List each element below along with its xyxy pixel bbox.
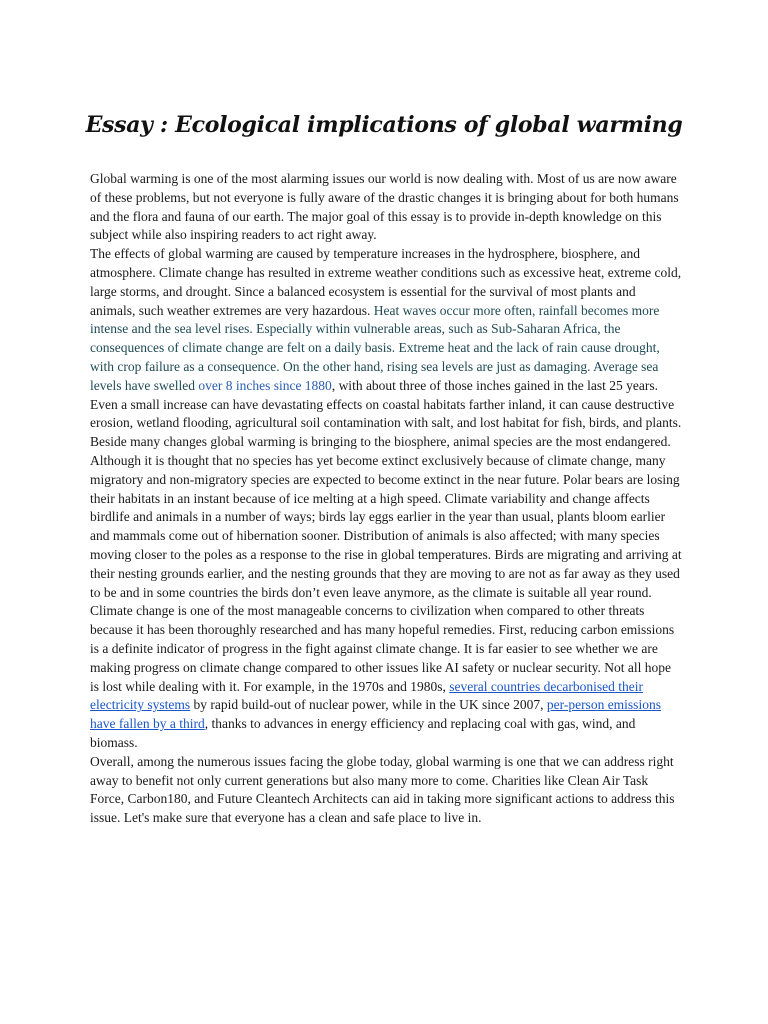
paragraph-conclusion: Overall, among the numerous issues facing the globe today, global warming is one that we can address right away to benefit not only current generations but also many more to come. Charities like Clean Air Task Force, Carbon180, and Future Cleantech Architects can aid in taking more significant actions to address this issue. Let's make sure that everyone has a clean and safe place to live in. [90, 753, 675, 826]
link-decarbonised-countries[interactable]: several countries decarbonised their electricity systems [90, 678, 644, 713]
paragraph-manageable-mid: by rapid build-out of nuclear power, while in the UK since 2007, [190, 697, 547, 713]
sea-level-stat: over 8 inches since 1880 [198, 377, 332, 393]
paragraph-effects-highlight: Heat waves occur more often, rainfall becomes more intense and the sea level rises. Especially within vulnerable areas, such as Sub-Saharan Africa, the consequences of climate change are felt on a daily basis. Extreme heat and the lack of rain cause drought, with crop failure as a consequence. On the other hand, rising sea levels are just as damaging. Average sea levels have swelled [90, 302, 660, 393]
paragraph-effects-text: The effects of global warming are caused by temperature increases in the hydrosphere, biosphere, and atmosphere. Climate change has resulted in extreme weather conditions such as excessive heat, extreme cold, large storms, and drought. Since a balanced ecosystem is essential for the survival of most plants and animals, such weather extremes are very hazardous. [90, 246, 682, 318]
paragraph-manageable [90, 602, 682, 752]
link-per-person-emissions[interactable]: per-person emissions have fallen by a third [90, 697, 661, 732]
paragraph-intro: Global warming is one of the most alarming issues our world is now dealing with. Most of us are now aware of these problems, but not everyone is fully aware of the drastic changes it is bringing about for both humans and the flora and fauna of our earth. The major goal of this essay is to provide in-depth knowledge on this subject while also inspiring readers to act right away. [90, 171, 679, 243]
paragraph-manageable-tail: , thanks to advances in energy efficiency and replacing coal with gas, wind, and biomass. [90, 716, 636, 750]
paragraph-species: Beside many changes global warming is bringing to the biosphere, animal species are the most endangered. Although it is thought that no species has yet become extinct exclusively because of climate change, many migratory and non-migratory species are expected to become extinct in the near future. Polar bears are losing their habitats in an instant because of ice melting at a high speed. Climate variability and change affects birdlife and animals in a number of ways; birds lay eggs earlier in the year than usual, plants bloom earlier and mammals come out of hibernation sooner. Distribution of animals is also affected; with many species moving closer to the poles as a response to the rise in global temperatures. Birds are migrating and arriving at their nesting grounds earlier, and the nesting grounds that they are moving to are not as far away as they used to be and in some countries the birds don’t even leave anymore, as the climate is suitable all year round. [90, 434, 682, 600]
paragraph-manageable-text: Climate change is one of the most manageable concerns to civilization when compared to other threats because it has been thoroughly researched and has many hopeful remedies. First, reducing carbon emissions is a definite indicator of progress in the fight against climate change. It is far easier to see whether we are making progress on climate change compared to other issues like AI safety or nuclear security. Not all hope is lost while dealing with it. For example, in the 1970s and 1980s, [90, 603, 675, 694]
paragraph-effects [90, 245, 682, 433]
essay-body [90, 170, 682, 828]
paragraph-effects-tail: , with about three of those inches gained in the last 25 years. Even a small increase can have devastating effects on coastal habitats farther inland, it can cause destructive erosion, wetland flooding, agricultural soil contamination with salt, and lost habitat for fish, birds, and plants. [90, 377, 682, 431]
essay-title: Essay : Ecological implications of global warming [85, 112, 683, 138]
